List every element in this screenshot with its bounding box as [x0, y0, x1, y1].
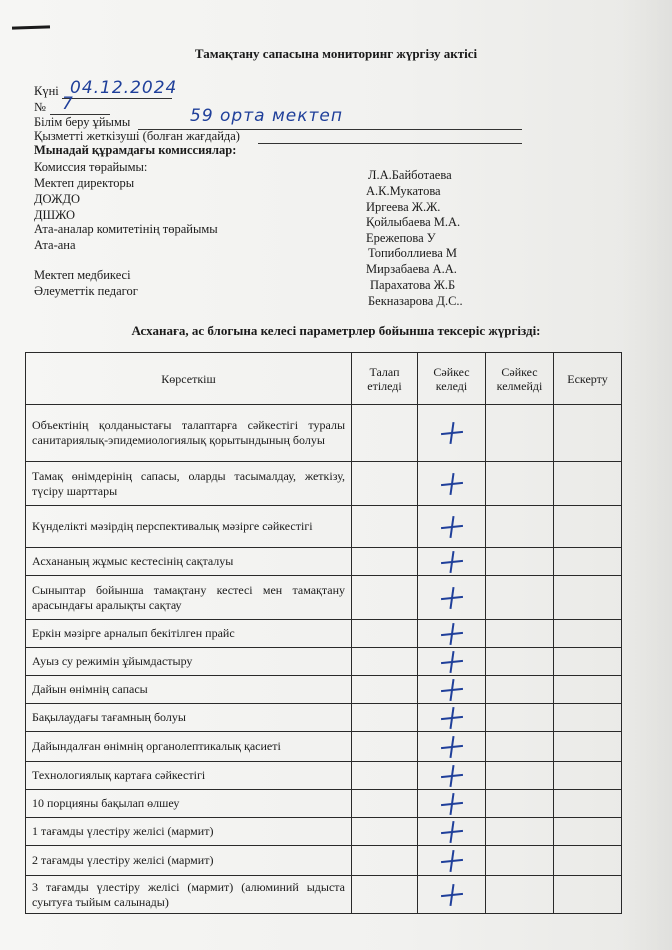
noncompliant-cell	[486, 790, 554, 818]
check-mark	[441, 587, 463, 609]
check-mark	[441, 884, 463, 906]
check-mark	[441, 707, 463, 729]
compliant-cell	[418, 576, 486, 620]
required-cell	[352, 732, 418, 762]
check-mark	[441, 551, 463, 573]
compliant-cell	[418, 704, 486, 732]
table-row	[26, 818, 622, 846]
date-label: Күні	[34, 84, 59, 98]
table-row	[26, 576, 622, 620]
member-name-7: Мирзабаева А.А.	[366, 262, 457, 276]
header-compliant: Сәйкес келеді	[418, 353, 486, 405]
note-cell	[554, 548, 622, 576]
note-cell	[554, 818, 622, 846]
indicator-cell: Асхананың жұмыс кестесінің сақталуы	[26, 548, 352, 576]
note-cell	[554, 876, 622, 914]
required-cell	[352, 620, 418, 648]
noncompliant-cell	[486, 620, 554, 648]
table-row	[26, 762, 622, 790]
table-row	[26, 620, 622, 648]
required-cell	[352, 405, 418, 462]
check-mark	[441, 422, 463, 444]
indicator-cell: 10 порцияны бақылап өлшеу	[26, 790, 352, 818]
table-row	[26, 790, 622, 818]
compliant-cell	[418, 462, 486, 506]
compliant-cell	[418, 620, 486, 648]
supplier-underline	[258, 143, 522, 144]
noncompliant-cell	[486, 462, 554, 506]
inspection-table	[25, 352, 622, 914]
compliant-cell	[418, 548, 486, 576]
required-cell	[352, 846, 418, 876]
indicator-cell: Технологиялық картаға сәйкестігі	[26, 762, 352, 790]
note-cell	[554, 676, 622, 704]
role-nurse: Мектеп медбикесі	[34, 268, 131, 282]
note-cell	[554, 790, 622, 818]
header-indicator: Көрсеткіш	[26, 353, 352, 405]
page-edge-shadow	[620, 0, 672, 950]
member-name-5: Ережепова У	[366, 231, 436, 245]
noncompliant-cell	[486, 405, 554, 462]
required-cell	[352, 548, 418, 576]
required-cell	[352, 790, 418, 818]
indicator-cell: Дайындалған өнімнің органолептикалық қасиеті	[26, 732, 352, 762]
compliant-cell	[418, 405, 486, 462]
indicator-cell: Бақылаудағы тағамның болуы	[26, 704, 352, 732]
check-mark	[441, 821, 463, 843]
role-parent: Ата-ана	[34, 238, 76, 252]
number-label: №	[34, 100, 46, 114]
required-cell	[352, 762, 418, 790]
indicator-cell: Дайын өнімнің сапасы	[26, 676, 352, 704]
section-title: Асханаға, ас блогына келесі параметрлер бойынша тексеріс жүргізді:	[131, 323, 541, 338]
check-mark	[441, 736, 463, 758]
required-cell	[352, 462, 418, 506]
required-cell	[352, 876, 418, 914]
indicator-cell: 3 тағамды үлестіру желісі (мармит) (алюминий ыдыста суытуға тыйым салынады)	[26, 876, 352, 914]
noncompliant-cell	[486, 846, 554, 876]
indicator-cell: 2 тағамды үлестіру желісі (мармит)	[26, 846, 352, 876]
indicator-cell: Объектінің қолданыстағы талаптарға сәйкестігі туралы санитариялық-эпидемиологиялық қорытындының болуы	[26, 405, 352, 462]
compliant-cell	[418, 762, 486, 790]
compliant-cell	[418, 676, 486, 704]
note-cell	[554, 506, 622, 548]
compliant-cell	[418, 732, 486, 762]
member-name-9: Бекназарова Д.С..	[368, 294, 463, 308]
compliant-cell	[418, 818, 486, 846]
table-row	[26, 676, 622, 704]
required-cell	[352, 648, 418, 676]
indicator-cell: Ауыз су режимін ұйымдастыру	[26, 648, 352, 676]
number-value: 7	[62, 94, 74, 114]
noncompliant-cell	[486, 548, 554, 576]
check-mark	[441, 651, 463, 673]
role-parent-committee: Ата-аналар комитетінің төрайымы	[34, 222, 218, 236]
role-director: Мектеп директоры	[34, 176, 135, 190]
table-row	[26, 846, 622, 876]
corner-mark	[12, 25, 50, 29]
member-name-6: Топиболлиева М	[368, 246, 458, 260]
document-title: Тамақтану сапасына мониторинг жүргізу актісі	[194, 46, 478, 61]
table-row	[26, 506, 622, 548]
indicator-cell: Тамақ өнімдерінің сапасы, оларды тасымалдау, жеткізу, түсіру шарттары	[26, 462, 352, 506]
note-cell	[554, 620, 622, 648]
commission-heading: Мынадай құрамдағы комиссиялар:	[34, 143, 237, 157]
table-row	[26, 462, 622, 506]
required-cell	[352, 506, 418, 548]
required-cell	[352, 676, 418, 704]
role-chair: Комиссия төрайымы:	[34, 160, 148, 174]
member-name-8: Парахатова Ж.Б	[370, 278, 456, 292]
indicator-cell: Еркін мәзірге арналып бекітілген прайс	[26, 620, 352, 648]
table-header-row	[26, 353, 622, 405]
check-mark	[441, 623, 463, 645]
note-cell	[554, 462, 622, 506]
role-dozhdo: ДОЖДО	[34, 192, 80, 206]
check-mark	[441, 765, 463, 787]
noncompliant-cell	[486, 648, 554, 676]
required-cell	[352, 576, 418, 620]
header-note: Ескерту	[554, 353, 622, 405]
required-cell	[352, 704, 418, 732]
compliant-cell	[418, 790, 486, 818]
table-row	[26, 548, 622, 576]
indicator-cell: Күнделікті мәзірдің перспективалық мәзірге сәйкестігі	[26, 506, 352, 548]
check-mark	[441, 679, 463, 701]
school-value: 59 орта мектеп	[190, 106, 343, 126]
role-dshzho: ДШЖО	[34, 208, 76, 222]
compliant-cell	[418, 506, 486, 548]
check-mark	[441, 473, 463, 495]
member-name-3: Иргеева Ж.Ж.	[366, 200, 441, 214]
compliant-cell	[418, 876, 486, 914]
header-noncompliant: Сәйкес келмейді	[486, 353, 554, 405]
school-label: Білім беру ұйымы	[34, 115, 131, 129]
note-cell	[554, 648, 622, 676]
member-name-1: Л.А.Байботаева	[368, 168, 452, 182]
noncompliant-cell	[486, 732, 554, 762]
member-name-2: А.К.Мукатова	[366, 184, 441, 198]
indicator-cell: 1 тағамды үлестіру желісі (мармит)	[26, 818, 352, 846]
note-cell	[554, 846, 622, 876]
check-mark	[441, 850, 463, 872]
indicator-cell: Сыныптар бойынша тамақтану кестесі мен тамақтану арасындағы аралықты сақтау	[26, 576, 352, 620]
noncompliant-cell	[486, 506, 554, 548]
supplier-label: Қызметті жеткізуші (болған жағдайда)	[34, 129, 240, 143]
noncompliant-cell	[486, 704, 554, 732]
compliant-cell	[418, 648, 486, 676]
note-cell	[554, 704, 622, 732]
check-mark	[441, 516, 463, 538]
table-row	[26, 405, 622, 462]
check-mark	[441, 793, 463, 815]
header-required: Талап етіледі	[352, 353, 418, 405]
note-cell	[554, 762, 622, 790]
table-row	[26, 648, 622, 676]
noncompliant-cell	[486, 876, 554, 914]
note-cell	[554, 576, 622, 620]
noncompliant-cell	[486, 762, 554, 790]
date-value: 04.12.2024	[70, 78, 178, 98]
member-name-4: Қойлыбаева М.А.	[366, 215, 461, 229]
table-row	[26, 876, 622, 914]
noncompliant-cell	[486, 576, 554, 620]
required-cell	[352, 818, 418, 846]
noncompliant-cell	[486, 676, 554, 704]
table-row	[26, 732, 622, 762]
compliant-cell	[418, 846, 486, 876]
role-social-pedagogue: Әлеуметтік педагог	[34, 284, 138, 298]
noncompliant-cell	[486, 818, 554, 846]
note-cell	[554, 405, 622, 462]
date-underline	[62, 98, 172, 99]
table-row	[26, 704, 622, 732]
note-cell	[554, 732, 622, 762]
